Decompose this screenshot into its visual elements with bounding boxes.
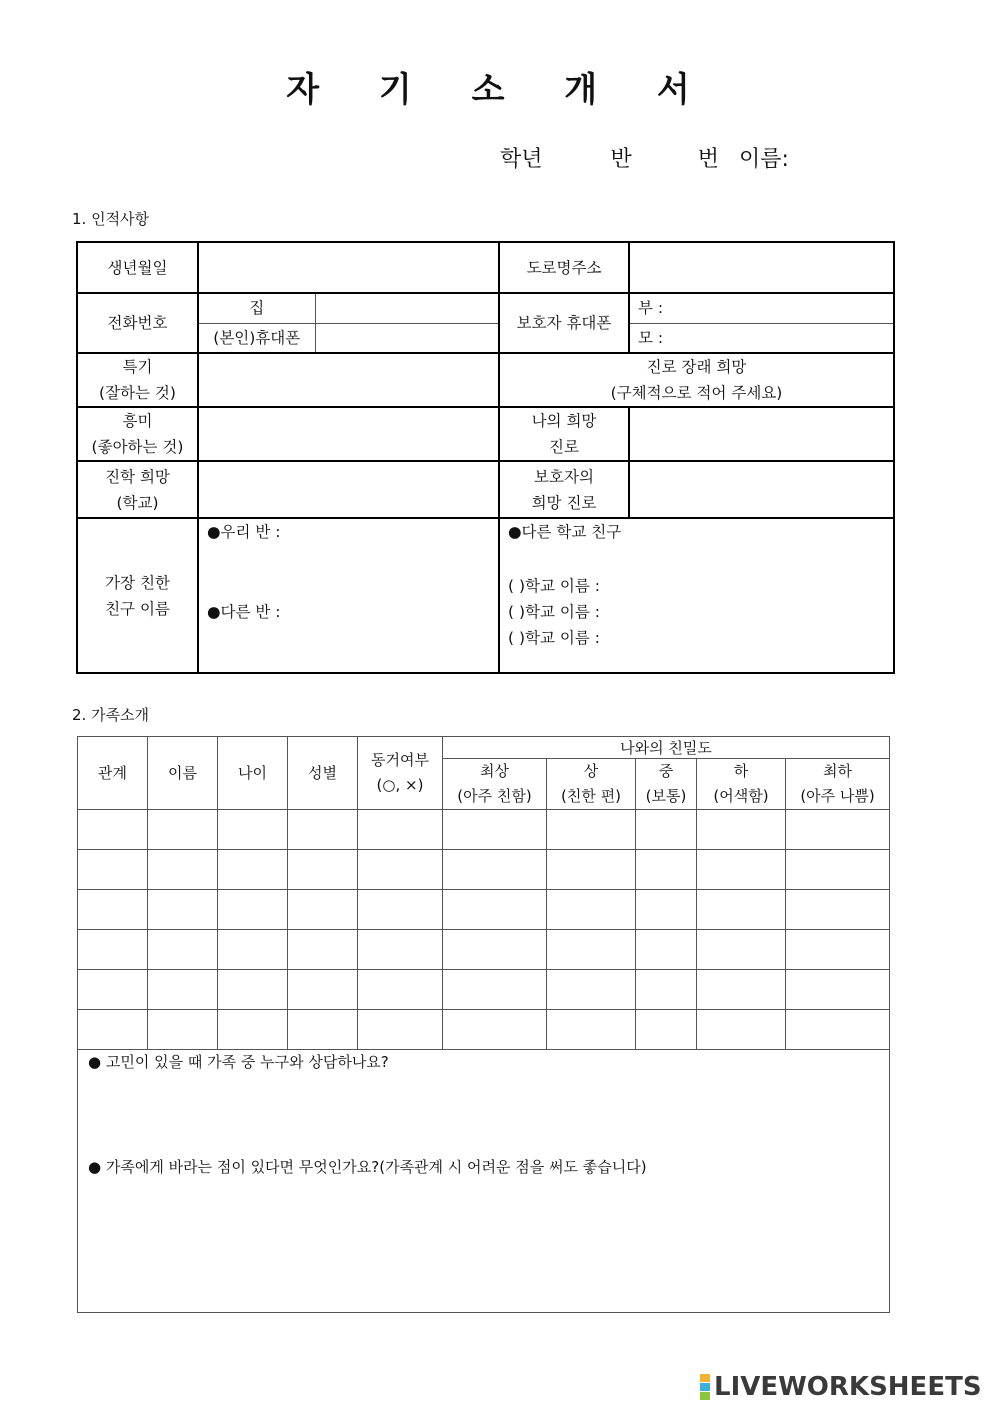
family-cell[interactable] [218,970,288,1010]
best-friend-line2: 친구 이름 [105,599,170,618]
closeness-level-3 [636,759,697,810]
family-table [77,736,890,1313]
closeness-level-2-desc: (친한 편) [561,787,621,805]
closeness-level-5-name: 최하 [823,762,853,780]
school-line-3: ( )학교 이름 : [508,629,600,647]
personal-info-table [76,241,895,674]
birth-input[interactable] [198,242,499,293]
family-cell[interactable] [636,850,697,890]
family-cell[interactable] [547,890,636,930]
class-label: 반 [610,147,632,172]
school-hope-line1: 진학 희망 [105,467,170,486]
family-cell[interactable] [786,1010,890,1050]
talent-input[interactable] [198,353,499,407]
interest-label [77,407,198,461]
our-class-field: ●우리 반 : [207,523,281,541]
student-info-line [500,142,789,173]
live-together-line2: (○, ×) [376,776,424,794]
family-row [78,810,890,850]
family-cell[interactable] [148,970,218,1010]
family-cell[interactable] [218,1010,288,1050]
family-cell[interactable] [547,850,636,890]
family-cell[interactable] [288,890,358,930]
family-cell[interactable] [78,1010,148,1050]
family-cell[interactable] [547,970,636,1010]
guardian-hope-input[interactable] [629,461,894,518]
family-row [78,890,890,930]
liveworksheets-logo [700,1372,982,1402]
family-cell[interactable] [288,850,358,890]
family-cell[interactable] [218,930,288,970]
family-questions-cell[interactable] [78,1050,890,1313]
school-line-1: ( )학교 이름 : [508,577,600,595]
interest-label-line1: 흥미 [122,412,153,430]
header-live-together [358,737,443,810]
family-cell[interactable] [697,810,786,850]
birth-label: 생년월일 [77,242,198,293]
family-cell[interactable] [786,970,890,1010]
future-hope-header [499,353,894,407]
family-cell[interactable] [697,930,786,970]
talent-label-line2: (잘하는 것) [99,384,176,402]
family-cell[interactable] [786,810,890,850]
closeness-level-4-desc: (어색함) [713,787,769,805]
father-phone-field[interactable]: 부 : [629,293,894,323]
logo-blocks-icon [700,1374,710,1401]
family-cell[interactable] [443,930,547,970]
page-title: 자 기 소 개 서 [286,70,714,110]
family-cell[interactable] [288,930,358,970]
family-cell[interactable] [288,1010,358,1050]
future-hope-line2: (구체적으로 적어 주세요) [610,384,783,402]
family-cell[interactable] [288,970,358,1010]
header-name: 이름 [148,737,218,810]
question-counsel: ● 고민이 있을 때 가족 중 누구와 상담하나요? [88,1053,389,1071]
family-cell[interactable] [148,810,218,850]
family-cell[interactable] [786,930,890,970]
header-closeness: 나와의 친밀도 [443,737,890,759]
my-hope-line2: 진로 [549,438,579,456]
phone-home-label: 집 [198,293,315,323]
family-rows [78,810,890,1050]
family-cell[interactable] [636,930,697,970]
my-hope-input[interactable] [629,407,894,461]
family-cell[interactable] [443,1010,547,1050]
family-cell[interactable] [148,930,218,970]
family-cell[interactable] [636,970,697,1010]
school-line-2: ( )학교 이름 : [508,603,600,621]
guardian-hope-line2: 희망 진로 [531,493,597,512]
family-row [78,970,890,1010]
family-cell[interactable] [786,890,890,930]
closeness-level-1 [443,759,547,810]
mother-phone-field[interactable]: 모 : [629,323,894,353]
school-hope-line2: (학교) [116,493,159,512]
question-wishes: ● 가족에게 바라는 점이 있다면 무엇인가요?(가족관계 시 어려운 점을 써도 좋습니다) [88,1158,647,1176]
closeness-level-3-name: 중 [658,762,674,780]
family-cell[interactable] [358,970,443,1010]
closeness-level-3-desc: (보통) [645,787,687,805]
family-cell[interactable] [358,810,443,850]
address-label: 도로명주소 [499,242,629,293]
family-row [78,850,890,890]
family-cell[interactable] [78,970,148,1010]
header-age: 나이 [218,737,288,810]
header-relation: 관계 [78,737,148,810]
family-cell[interactable] [148,890,218,930]
interest-label-line2: (좋아하는 것) [91,438,184,456]
interest-input[interactable] [198,407,499,461]
closeness-level-5-desc: (아주 나쁨) [800,787,875,805]
family-cell[interactable] [547,930,636,970]
friend-class-cell[interactable] [198,518,499,673]
family-cell[interactable] [358,850,443,890]
family-row [78,930,890,970]
closeness-level-1-desc: (아주 친함) [457,787,532,805]
closeness-level-2-name: 상 [583,762,599,780]
guardian-phone-label: 보호자 휴대폰 [499,293,629,353]
number-label: 번 [697,147,720,172]
family-cell[interactable] [636,1010,697,1050]
phone-mobile-input[interactable] [315,323,499,353]
header-gender: 성별 [288,737,358,810]
closeness-level-2 [547,759,636,810]
family-cell[interactable] [78,890,148,930]
guardian-hope-label [499,461,629,518]
family-cell[interactable] [288,810,358,850]
logo-text: LIVEWORKSHEETS [714,1372,982,1402]
live-together-line1: 동거여부 [371,751,429,769]
family-cell[interactable] [78,850,148,890]
family-cell[interactable] [358,1010,443,1050]
guardian-hope-line1: 보호자의 [534,467,594,486]
phone-home-input[interactable] [315,293,499,323]
family-cell[interactable] [636,890,697,930]
family-row [78,1010,890,1050]
future-hope-line1: 진로 장래 희망 [646,358,747,376]
family-cell[interactable] [358,930,443,970]
family-cell[interactable] [218,850,288,890]
family-cell[interactable] [78,930,148,970]
closeness-level-5 [786,759,890,810]
name-label: 이름: [739,147,789,172]
family-cell[interactable] [697,970,786,1010]
family-cell[interactable] [443,810,547,850]
closeness-level-4-name: 하 [733,762,749,780]
family-cell[interactable] [78,810,148,850]
school-hope-input[interactable] [198,461,499,518]
section2-heading: 2. 가족소개 [72,706,150,724]
best-friend-label [77,518,198,673]
family-cell[interactable] [697,1010,786,1050]
closeness-level-4 [697,759,786,810]
friend-school-cell[interactable] [499,518,894,673]
section1-heading: 1. 인적사항 [72,210,150,228]
family-cell[interactable] [443,970,547,1010]
family-cell[interactable] [148,1010,218,1050]
family-cell[interactable] [697,890,786,930]
family-cell[interactable] [218,810,288,850]
family-cell[interactable] [697,850,786,890]
family-cell[interactable] [786,850,890,890]
family-cell[interactable] [547,1010,636,1050]
talent-label [77,353,198,407]
family-cell[interactable] [358,890,443,930]
phone-label: 전화번호 [77,293,198,353]
grade-label: 학년 [500,147,543,172]
family-cell[interactable] [443,890,547,930]
talent-label-line1: 특기 [122,358,153,376]
phone-mobile-label: (본인)휴대폰 [198,323,315,353]
school-hope-label [77,461,198,518]
my-hope-label [499,407,629,461]
family-cell[interactable] [148,850,218,890]
best-friend-line1: 가장 친한 [105,573,170,592]
family-cell[interactable] [547,810,636,850]
other-school-heading: ●다른 학교 친구 [508,523,622,541]
family-cell[interactable] [443,850,547,890]
family-cell[interactable] [636,810,697,850]
closeness-level-1-name: 최상 [480,762,509,780]
my-hope-line1: 나의 희망 [531,412,597,430]
other-class-field: ●다른 반 : [207,603,281,621]
family-cell[interactable] [218,890,288,930]
address-input[interactable] [629,242,894,293]
